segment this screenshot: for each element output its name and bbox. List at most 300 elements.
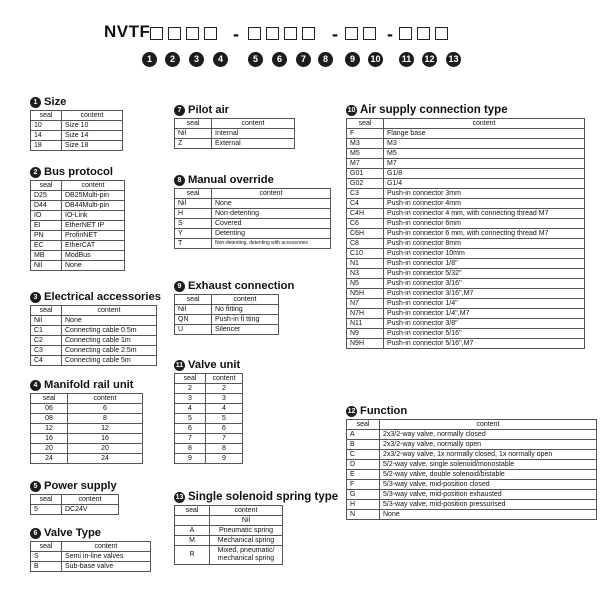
seal-cell: C4H (347, 209, 384, 219)
table-row (175, 129, 295, 139)
code-position-number: 10 (368, 52, 383, 67)
seal-cell: F (347, 480, 380, 490)
content-cell: 9 (206, 454, 243, 464)
seal-cell: E (347, 470, 380, 480)
code-position-number: 12 (422, 52, 437, 67)
content-cell: 8 (206, 444, 243, 454)
seal-cell: Nil (175, 305, 212, 315)
seal-cell: C1 (31, 326, 62, 336)
section-number-badge: 8 (174, 175, 185, 186)
code-separator: - (332, 24, 338, 44)
content-cell: Push-in connector 3/16'' (384, 279, 585, 289)
seal-cell: N1 (347, 259, 384, 269)
table-row (347, 189, 585, 199)
code-box (435, 27, 448, 40)
content-cell: Push-in connector 5/16'',M7 (384, 339, 585, 349)
section-title (174, 359, 243, 371)
section-manual-override (174, 174, 331, 249)
code-box (168, 27, 181, 40)
content-cell: Push-in connector 3mm (384, 189, 585, 199)
seal-cell: N7 (347, 299, 384, 309)
section-number-badge: 7 (174, 105, 185, 116)
content-cell: M3 (384, 139, 585, 149)
section-title-text: Electrical accessories (44, 291, 161, 303)
table-row (347, 219, 585, 229)
seal-cell: Z (175, 139, 212, 149)
spec-table (30, 110, 123, 151)
content-cell: 3 (206, 394, 243, 404)
table-row (175, 199, 331, 209)
section-title-text: Function (360, 405, 408, 417)
table-row (347, 319, 585, 329)
table-row (347, 239, 585, 249)
content-cell: Mixed, pneumatic/ mechanical spring (210, 546, 283, 565)
content-cell: 2x3/2-way valve, normally closed (380, 430, 597, 440)
code-position-number: 2 (165, 52, 180, 67)
content-cell: Push-in connector 1/8'' (384, 259, 585, 269)
content-cell: Push-in connector 3/8'' (384, 319, 585, 329)
table-row (347, 259, 585, 269)
spec-table (30, 305, 157, 366)
content-cell: 5/2-way valve, double solenoid/bistable (380, 470, 597, 480)
table-header-row (347, 420, 597, 430)
seal-cell: Nil (175, 129, 212, 139)
table-row (347, 149, 585, 159)
content-cell: Nil (210, 516, 283, 526)
content-cell: None (62, 316, 157, 326)
section-title (174, 104, 295, 116)
column-header-content: content (62, 306, 157, 316)
content-cell: Push-in connector 6mm (384, 219, 585, 229)
column-header-content: content (380, 420, 597, 430)
content-cell: DB25Multi-pin (62, 191, 125, 201)
seal-cell: 16 (31, 434, 68, 444)
column-header-seal: seal (175, 119, 212, 129)
content-cell: Push-in connector 4 mm, with connecting thread M7 (384, 209, 585, 219)
section-title-text: Exhaust connection (188, 280, 295, 292)
content-cell: 16 (68, 434, 143, 444)
table-row (31, 404, 143, 414)
table-row (347, 329, 585, 339)
content-cell: 20 (68, 444, 143, 454)
table-row (31, 241, 125, 251)
seal-cell: C8 (347, 239, 384, 249)
section-number-badge: 11 (175, 361, 184, 369)
content-cell: G1/4 (384, 179, 585, 189)
table-row (347, 460, 597, 470)
content-cell: Push-in connector 10mm (384, 249, 585, 259)
content-cell: IO-Link (62, 211, 125, 221)
table-header-row (175, 374, 243, 384)
code-position-number: 6 (272, 52, 287, 67)
section-number-badge: 4 (30, 380, 41, 391)
table-row (31, 201, 125, 211)
section-electrical-accessories (30, 291, 161, 366)
content-cell: Pneumatic spring (210, 526, 283, 536)
section-air-supply-connection-type (346, 104, 585, 349)
column-header-seal: seal (31, 306, 62, 316)
content-cell: 5/3-way valve, mid-position closed (380, 480, 597, 490)
content-cell: Size 10 (62, 121, 123, 131)
content-cell: Mechanical spring (210, 536, 283, 546)
section-number-badge: 9 (174, 281, 185, 292)
column-header-content: content (384, 119, 585, 129)
table-header-row (175, 295, 279, 305)
table-row (175, 315, 279, 325)
spec-table (30, 494, 119, 515)
code-position-number: 11 (399, 52, 414, 67)
section-title-text: Single solenoid spring type (188, 491, 339, 503)
table-row (31, 191, 125, 201)
content-cell: 5/3-way valve, mid-position exhausted (380, 490, 597, 500)
table-row (31, 356, 157, 366)
content-cell: Push-in connector 1/4'',M7 (384, 309, 585, 319)
seal-cell: C (347, 450, 380, 460)
table-row (175, 325, 279, 335)
column-header-seal: seal (175, 189, 212, 199)
table-row (175, 219, 331, 229)
content-cell: 5 (206, 414, 243, 424)
table-row (175, 424, 243, 434)
seal-cell: 18 (31, 141, 62, 151)
section-number-badge: 6 (30, 528, 41, 539)
content-cell: Covered (212, 219, 331, 229)
section-title (30, 166, 125, 178)
code-box (345, 27, 358, 40)
code-position-number: 9 (345, 52, 360, 67)
seal-cell: 2 (175, 384, 206, 394)
content-cell: No fitting (212, 305, 279, 315)
seal-cell: PN (31, 231, 62, 241)
table-row (31, 211, 125, 221)
seal-cell: N5 (347, 279, 384, 289)
table-row (347, 129, 585, 139)
table-row (31, 326, 157, 336)
seal-cell: D25 (31, 191, 62, 201)
table-row (175, 404, 243, 414)
code-box (284, 27, 297, 40)
seal-cell: S (175, 219, 212, 229)
content-cell: Push-in fi tting (212, 315, 279, 325)
content-cell: 7 (206, 434, 243, 444)
table-header-row (347, 119, 585, 129)
section-bus-protocol (30, 166, 125, 271)
content-cell: Sub-base valve (62, 562, 151, 572)
seal-cell: C10 (347, 249, 384, 259)
table-row (175, 209, 331, 219)
content-cell: Push-in connector 8mm (384, 239, 585, 249)
seal-cell: D (347, 460, 380, 470)
column-header-seal: seal (347, 420, 380, 430)
table-row (347, 169, 585, 179)
content-cell: Silencer (212, 325, 279, 335)
table-row (175, 139, 295, 149)
section-title (30, 291, 161, 303)
content-cell: 8 (68, 414, 143, 424)
content-cell: 6 (206, 424, 243, 434)
content-cell: Connecting cable 2.5m (62, 346, 157, 356)
seal-cell: N11 (347, 319, 384, 329)
table-row (347, 289, 585, 299)
table-row (347, 299, 585, 309)
seal-cell: EC (31, 241, 62, 251)
seal-cell: C6 (347, 219, 384, 229)
seal-cell: MB (31, 251, 62, 261)
table-row (347, 199, 585, 209)
content-cell: Push-in connector 1/4'' (384, 299, 585, 309)
section-number-badge: 2 (30, 167, 41, 178)
column-header-seal: seal (31, 542, 62, 552)
code-box (150, 27, 163, 40)
table-row (31, 454, 143, 464)
column-header-content: content (62, 181, 125, 191)
content-cell: None (62, 261, 125, 271)
content-cell: 24 (68, 454, 143, 464)
table-row (347, 229, 585, 239)
code-box (266, 27, 279, 40)
column-header-content: content (68, 394, 143, 404)
spec-table (30, 180, 125, 271)
seal-cell: B (31, 562, 62, 572)
spec-table (174, 118, 295, 149)
seal-cell: T (175, 239, 212, 249)
column-header-content: content (212, 119, 295, 129)
section-title (174, 280, 294, 292)
table-row (347, 269, 585, 279)
seal-cell: C2 (31, 336, 62, 346)
content-cell: DB44Multi-pin (62, 201, 125, 211)
content-cell: M7 (384, 159, 585, 169)
seal-cell: 14 (31, 131, 62, 141)
column-header-seal: seal (31, 394, 68, 404)
table-header-row (31, 111, 123, 121)
table-row (347, 500, 597, 510)
table-row (31, 562, 151, 572)
content-cell: Flange base (384, 129, 585, 139)
table-row (31, 131, 123, 141)
spec-table (346, 419, 597, 520)
spec-table (174, 294, 279, 335)
content-cell: EtherCAT (62, 241, 125, 251)
table-row (31, 141, 123, 151)
seal-cell: N9 (347, 329, 384, 339)
content-cell: DC24V (62, 505, 119, 515)
table-header-row (175, 506, 283, 516)
section-title (30, 527, 151, 539)
content-cell: Connecting cable 5m (62, 356, 157, 366)
column-header-content: content (212, 189, 331, 199)
code-box (399, 27, 412, 40)
table-row (347, 159, 585, 169)
table-row (347, 209, 585, 219)
code-prefix: NVTF (104, 22, 151, 41)
table-row (31, 336, 157, 346)
table-row (175, 229, 331, 239)
table-row (31, 346, 157, 356)
seal-cell: M (175, 536, 210, 546)
content-cell: Non-detenting (212, 209, 331, 219)
seal-cell: N (347, 510, 380, 520)
content-cell: Push-in connector 5/16'' (384, 329, 585, 339)
column-header-content: content (62, 495, 119, 505)
spec-table (30, 541, 151, 572)
section-power-supply (30, 480, 119, 515)
content-cell: Push-in connector 3/16'',M7 (384, 289, 585, 299)
content-cell: Push-in connector 5/32'' (384, 269, 585, 279)
seal-cell: 9 (175, 454, 206, 464)
seal-cell: 12 (31, 424, 68, 434)
content-cell: 2x3/2-way valve, 1x normally closed, 1x normally open (380, 450, 597, 460)
content-cell: 5/2-way valve, single solenoid/monostable (380, 460, 597, 470)
seal-cell: F (347, 129, 384, 139)
seal-cell: 10 (31, 121, 62, 131)
table-row (175, 526, 283, 536)
column-header-seal: seal (347, 119, 384, 129)
seal-cell: IO (31, 211, 62, 221)
table-header-row (31, 495, 119, 505)
table-row (31, 251, 125, 261)
column-header-seal: seal (175, 295, 212, 305)
table-row (347, 490, 597, 500)
content-cell: None (380, 510, 597, 520)
table-row (347, 339, 585, 349)
code-position-number: 1 (142, 52, 157, 67)
seal-cell: Nil (31, 316, 62, 326)
seal-cell: Nil (175, 199, 212, 209)
seal-cell: 06 (31, 404, 68, 414)
section-exhaust-connection (174, 280, 294, 335)
seal-cell: D44 (31, 201, 62, 211)
table-row (31, 316, 157, 326)
seal-cell: M3 (347, 139, 384, 149)
section-number-badge: 13 (175, 493, 184, 501)
code-position-number: 5 (248, 52, 263, 67)
content-cell: Size 18 (62, 141, 123, 151)
content-cell: Push-in connector 4mm (384, 199, 585, 209)
section-title (346, 104, 585, 116)
code-separator: - (233, 24, 239, 44)
column-header-seal: seal (175, 506, 210, 516)
seal-cell: 24 (31, 454, 68, 464)
seal-cell: R (175, 546, 210, 565)
table-row (175, 546, 283, 565)
seal-cell: QN (175, 315, 212, 325)
table-row (175, 394, 243, 404)
code-box (417, 27, 430, 40)
section-number-badge: 12 (347, 407, 356, 415)
column-header-seal: seal (31, 111, 62, 121)
code-position-number: 7 (296, 52, 311, 67)
content-cell: External (212, 139, 295, 149)
content-cell: Semi in-line valves (62, 552, 151, 562)
table-row (347, 440, 597, 450)
seal-cell: M7 (347, 159, 384, 169)
section-number-badge: 5 (30, 481, 41, 492)
content-cell: Connecting cable 1m (62, 336, 157, 346)
column-header-content: content (206, 374, 243, 384)
table-row (175, 414, 243, 424)
table-row (31, 505, 119, 515)
code-separator: - (387, 24, 393, 44)
column-header-content: content (212, 295, 279, 305)
seal-cell: EI (31, 221, 62, 231)
seal-cell: C3 (31, 346, 62, 356)
table-row (347, 480, 597, 490)
code-box (186, 27, 199, 40)
section-title (30, 96, 123, 108)
table-row (175, 444, 243, 454)
table-row (175, 384, 243, 394)
section-manifold-rail-unit (30, 379, 143, 464)
seal-cell: G01 (347, 169, 384, 179)
seal-cell: 3 (175, 394, 206, 404)
seal-cell: 4 (175, 404, 206, 414)
section-title-text: Power supply (44, 480, 117, 492)
content-cell: 12 (68, 424, 143, 434)
seal-cell: N3 (347, 269, 384, 279)
table-row (175, 516, 283, 526)
column-header-seal: seal (31, 181, 62, 191)
column-header-content: content (210, 506, 283, 516)
table-row (347, 510, 597, 520)
section-title-text: Size (44, 96, 67, 108)
table-row (31, 444, 143, 454)
column-header-content: content (62, 111, 123, 121)
spec-table (30, 393, 143, 464)
seal-cell: H (347, 500, 380, 510)
seal-cell: C4 (347, 199, 384, 209)
section-title-text: Valve Type (44, 527, 102, 539)
section-title-text: Pilot air (188, 104, 230, 116)
seal-cell: 6 (175, 424, 206, 434)
code-position-number: 13 (446, 52, 461, 67)
section-title (30, 379, 143, 391)
section-function (346, 405, 597, 520)
content-cell: 2x3/2-way valve, normally open (380, 440, 597, 450)
table-row (31, 552, 151, 562)
seal-cell: G02 (347, 179, 384, 189)
table-row (175, 536, 283, 546)
content-cell: Detenting (212, 229, 331, 239)
seal-cell (175, 516, 210, 526)
spec-table (174, 505, 283, 565)
table-row (347, 450, 597, 460)
section-title-text: Bus protocol (44, 166, 113, 178)
table-row (347, 309, 585, 319)
table-row (175, 454, 243, 464)
content-cell: Size 14 (62, 131, 123, 141)
seal-cell: A (175, 526, 210, 536)
seal-cell: 5 (31, 505, 62, 515)
content-cell: EtherNET IP (62, 221, 125, 231)
table-row (347, 179, 585, 189)
table-row (347, 249, 585, 259)
seal-cell: 20 (31, 444, 68, 454)
seal-cell: 8 (175, 444, 206, 454)
seal-cell: S (31, 552, 62, 562)
content-cell: ProfinNET (62, 231, 125, 241)
code-position-number: 3 (189, 52, 204, 67)
section-title (174, 174, 331, 186)
code-position-number: 8 (318, 52, 333, 67)
section-title (30, 480, 119, 492)
section-title-text: Manifold rail unit (44, 379, 134, 391)
content-cell: None (212, 199, 331, 209)
section-title (346, 405, 597, 417)
table-header-row (31, 181, 125, 191)
section-number-badge: 10 (347, 106, 356, 114)
seal-cell: 08 (31, 414, 68, 424)
